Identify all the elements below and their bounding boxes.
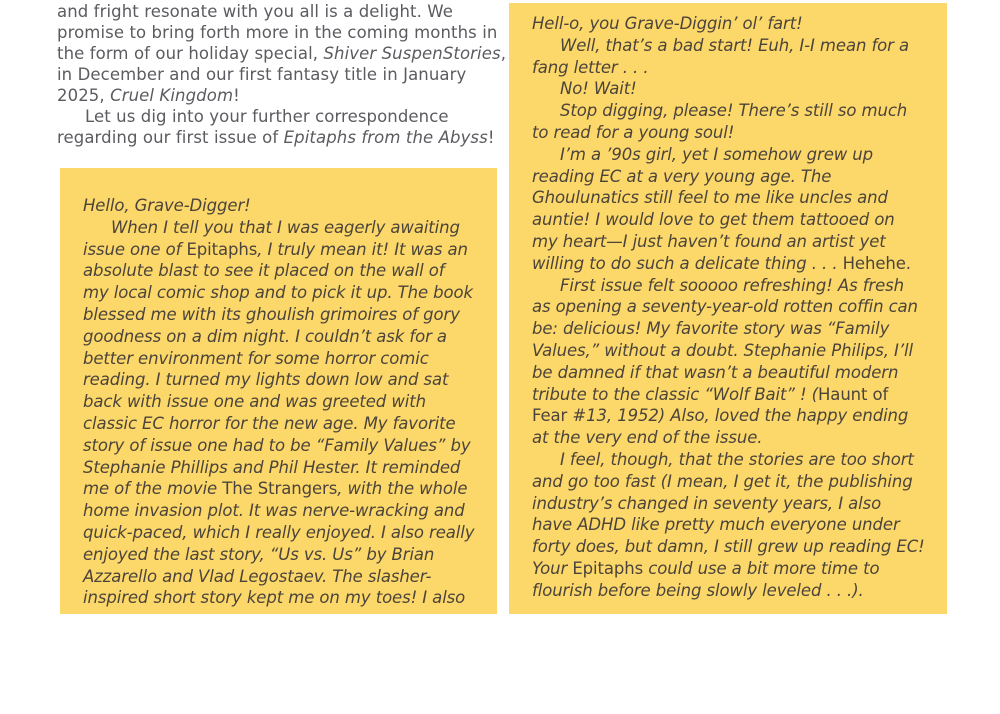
text-segment: #13, 1952) Also, loved the happy ending at the very end of the issue. xyxy=(532,406,909,448)
roman-text-segment: ! xyxy=(233,86,240,105)
text-segment: I feel, though, that the stories are too short and go too fast (I mean, I get it, the publishing industry’s changed in seventy years, I also have ADHD like pretty much everyone under forty does, but damn, I still grew up reading EC! Your xyxy=(532,449,925,578)
text-segment: , I truly mean it! It was an absolute blast to see it placed on the wall of my local comic shop and to pick it up. The book blessed me with its ghoulish grimoires of gory goodness on a dim night. I couldn’t ask for a better environment for some horror comic reading. I turned my lights down low and sat back with issue one and was greeted with classic EC horror for the new age. My favorite story of issue one had to be “Family Values” by Stephanie Phillips and Phil Hester. It reminded me of the movie xyxy=(83,239,473,499)
roman-text-segment: Epitaphs xyxy=(572,558,644,578)
text-segment: Epitaphs from the Abyss xyxy=(283,128,488,147)
text-segment: I’m a ’90s girl, yet I somehow grew up reading EC at a very young age. The Ghoulunatics still feel to me like uncles and auntie! I would love to get them tattooed on my heart—I just haven’t found an artist yet willing to do such a delicate thing . . . xyxy=(532,144,895,273)
text-segment: When I tell you that I was eagerly awaiting issue one of xyxy=(83,217,460,259)
paragraph xyxy=(532,78,925,100)
paragraph xyxy=(83,195,475,217)
text-segment: Hell-o, you Grave-Diggin’ ol’ fart! xyxy=(532,14,803,33)
fan-letter-box-1 xyxy=(60,168,497,614)
text-segment: Well, that’s a bad start! Euh, I-I mean for a fang letter . . . xyxy=(532,35,910,77)
roman-text-segment: and fright resonate with you all is a delight. We promise to bring forth more in the coming months in the form of our holiday special, xyxy=(57,2,498,63)
paragraph xyxy=(532,35,925,79)
roman-text-segment: Let us dig into your further correspondence regarding our first issue of xyxy=(57,107,449,147)
paragraph xyxy=(532,13,925,35)
paragraph xyxy=(57,106,507,148)
text-segment: could use a bit more time to flourish before being slowly leveled . . .). xyxy=(532,558,880,600)
paragraph xyxy=(532,144,925,275)
editor-intro-text xyxy=(57,1,507,148)
paragraph xyxy=(57,1,507,106)
text-segment: , with the whole home invasion plot. It was nerve-wracking and quick-paced, which I really enjoyed. I also really enjoyed the last story, “Us vs. Us” by Brian Azzarello and Vlad Legostaev. The slasher-inspired short story kept me on my toes! I also xyxy=(83,479,475,608)
text-segment: No! Wait! xyxy=(560,79,637,99)
fan-letter-box-2 xyxy=(509,3,947,614)
roman-text-segment: ! xyxy=(487,128,495,147)
text-segment: Stop digging, please! There’s still so much to read for a young soul! xyxy=(532,101,908,142)
paragraph xyxy=(532,449,925,602)
text-segment: Cruel Kingdom xyxy=(110,86,234,105)
paragraph xyxy=(83,217,475,609)
paragraph xyxy=(532,275,925,449)
text-segment: Hello, Grave-Digger! xyxy=(83,196,251,215)
roman-text-segment: Epitaphs xyxy=(186,239,258,259)
roman-text-segment: , in December and our first fantasy title in January 2025, xyxy=(57,44,507,105)
paragraph xyxy=(532,100,925,144)
roman-text-segment: Haunt of Fear xyxy=(532,384,889,426)
roman-text-segment: Hehehe. xyxy=(842,253,911,273)
text-segment: Shiver SuspenStories xyxy=(323,44,501,63)
roman-text-segment: The Strangers xyxy=(222,479,338,499)
text-segment: First issue felt sooooo refreshing! As fresh as opening a seventy-year-old rotten coffin can be: delicious! My favorite story was “Family Values,” without a doubt. Stephanie Philips, I’ll be damned if that wasn’t a beautiful modern tribute to the classic “Wolf Bait” ! ( xyxy=(532,275,918,404)
